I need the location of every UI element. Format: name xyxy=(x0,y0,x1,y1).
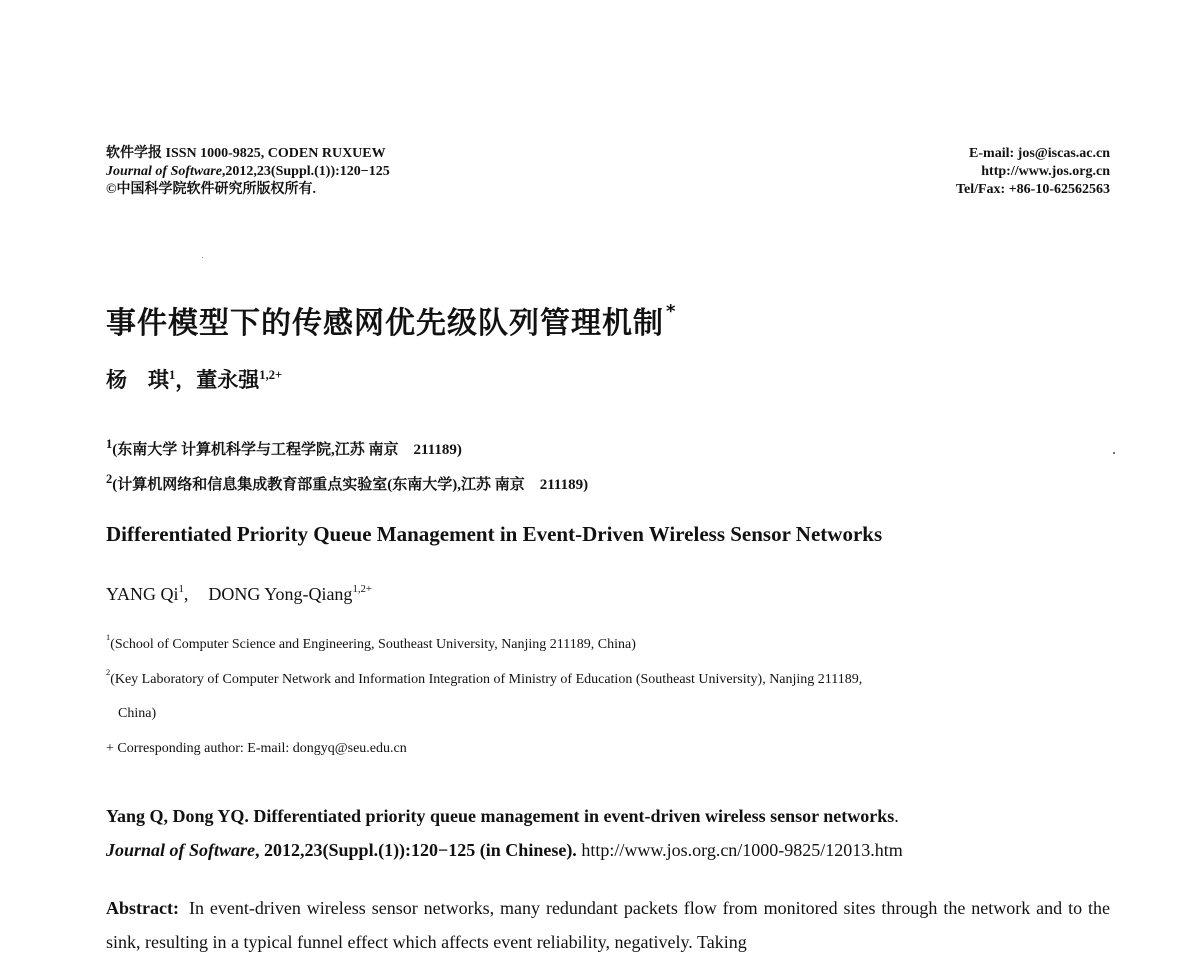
chinese-author-2-affiliation: 1,2+ xyxy=(259,368,283,382)
chinese-title xyxy=(106,298,676,342)
chinese-affiliation-1-text: (东南大学 计算机科学与工程学院,江苏 南京 211189) xyxy=(112,442,462,458)
journal-header-left xyxy=(106,145,390,199)
abstract-block xyxy=(106,891,1110,959)
chinese-affiliation-2 xyxy=(106,472,588,494)
english-author-comma: , xyxy=(183,584,189,604)
chinese-affiliation-2-text: (计算机网络和信息集成教育部重点实验室(东南大学),江苏 南京 211189) xyxy=(112,477,589,493)
title-footnote-mark: * xyxy=(666,301,677,322)
citation-authors-title: Yang Q, Dong YQ. Differentiated priority queue management in event-driven wireless sensor networks xyxy=(106,806,895,826)
chinese-author-1: 杨 琪 xyxy=(106,368,169,392)
journal-citation-line xyxy=(106,163,390,181)
english-author-2-affiliation: 1,2+ xyxy=(352,583,373,595)
scan-speck xyxy=(202,257,203,258)
citation-period: . xyxy=(894,806,899,826)
english-title: Differentiated Priority Queue Management in Event-Driven Wireless Sensor Networks xyxy=(106,522,883,546)
chinese-author-separator: ， xyxy=(175,368,197,392)
citation-journal: Journal of Software xyxy=(106,840,256,860)
journal-header-right xyxy=(956,145,1110,199)
english-affiliation-1-mark: 1 xyxy=(106,633,111,642)
journal-volume: ,2012,23(Suppl.(1)):120−125 xyxy=(221,164,390,179)
citation-detail: , 2012,23(Suppl.(1)):120−125 (in Chinese). xyxy=(255,840,577,860)
english-author-1-affiliation: 1 xyxy=(178,583,184,595)
english-affiliation-1 xyxy=(106,633,636,653)
chinese-affiliation-2-mark: 2 xyxy=(106,472,113,486)
english-author-1: YANG Qi xyxy=(106,584,179,604)
english-affiliation-2-text: (Key Laboratory of Computer Network and Information Integration of Ministry of Education (Southeast University), Nanjing 211189, xyxy=(110,672,863,687)
corresponding-author: + Corresponding author: E-mail: dongyq@seu.edu.cn xyxy=(106,741,407,756)
english-affiliation-2-continued: China) xyxy=(118,706,157,721)
english-affiliation-2 xyxy=(106,668,863,688)
copyright-line: ©中国科学院软件研究所版权所有. xyxy=(106,182,316,197)
chinese-affiliation-1-mark: 1 xyxy=(106,437,113,451)
chinese-title-text: 事件模型下的传感网优先级队列管理机制 xyxy=(106,306,664,341)
abstract-label: Abstract: xyxy=(106,898,179,918)
journal-telfax: Tel/Fax: +86-10-62562563 xyxy=(955,182,1110,197)
chinese-authors xyxy=(106,364,282,394)
english-author-2: DONG Yong-Qiang xyxy=(208,584,353,604)
english-affiliation-2-mark: 2 xyxy=(106,668,111,677)
scan-dot xyxy=(1113,452,1115,454)
chinese-author-2: 董永强 xyxy=(196,368,260,392)
citation-block xyxy=(106,799,1110,867)
journal-name: Journal of Software xyxy=(106,164,222,179)
english-authors xyxy=(106,584,372,605)
journal-email: E-mail: jos@iscas.ac.cn xyxy=(969,146,1110,161)
english-affiliation-1-text: (School of Computer Science and Engineering, Southeast University, Nanjing 211189, China) xyxy=(110,637,636,652)
chinese-affiliation-1 xyxy=(106,437,462,459)
journal-issn-line: 软件学报 ISSN 1000-9825, CODEN RUXUEW xyxy=(106,146,386,161)
journal-website: http://www.jos.org.cn xyxy=(981,164,1110,179)
chinese-author-1-affiliation: 1 xyxy=(169,368,176,382)
citation-url[interactable]: http://www.jos.org.cn/1000-9825/12013.htm xyxy=(576,840,903,860)
abstract-text: In event-driven wireless sensor networks, many redundant packets flow from monitored sites through the network and to the sink, resulting in a typical funnel effect which affects event reliability, negatively. Taking xyxy=(106,898,1110,952)
